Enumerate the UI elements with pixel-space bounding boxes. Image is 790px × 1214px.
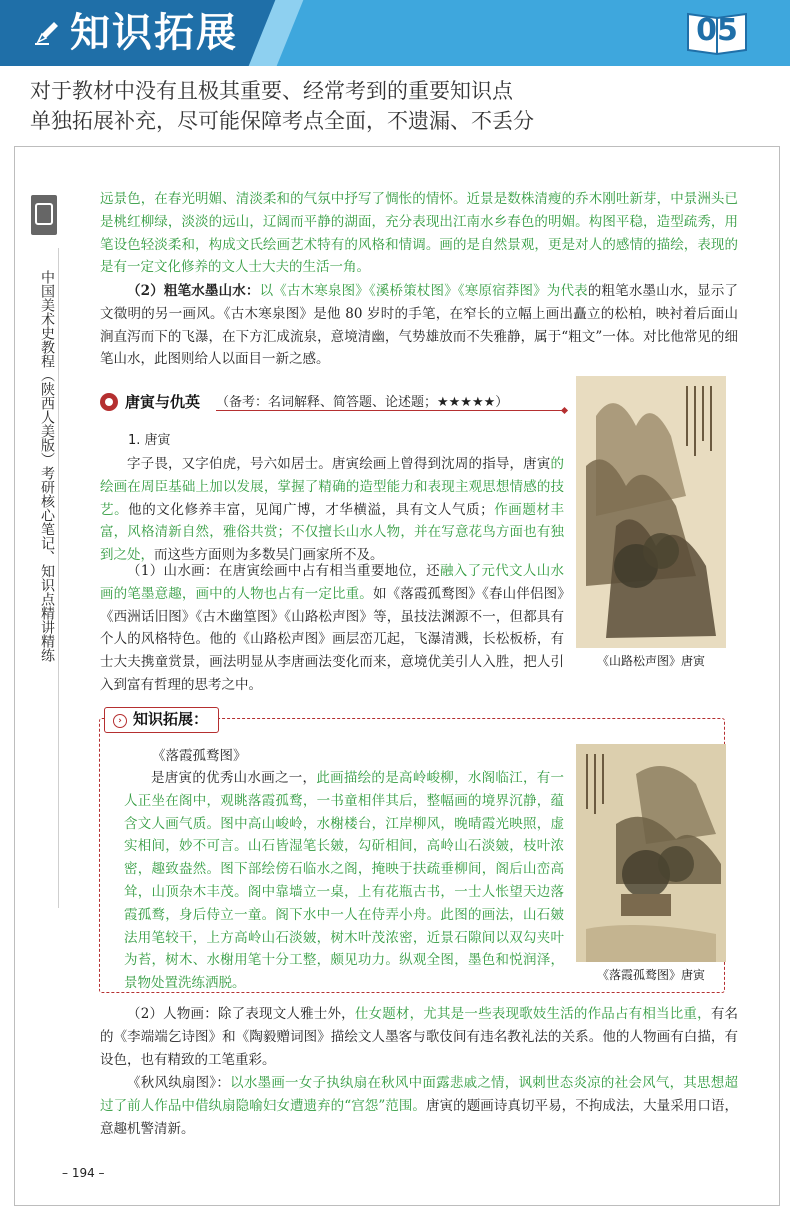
section-rule [216,410,564,411]
box-title: 《落霞孤鹜图》 [152,748,247,764]
box-paragraph [124,767,564,995]
paragraph-4 [100,560,564,697]
section-title: 唐寅与仇英 [125,393,201,411]
p3-highlight-1: 的绘画在周臣基础上加以发展，掌握了精确的造型能力和表现主观思想情感的技艺。 [100,456,564,518]
bullet-circle-icon [100,393,118,411]
p6-highlight: 以水墨画一女子执纨扇在秋风中面露悲戚之情，讽刺世态炎凉的社会风气，其思想超过了前人作品中借纨扇隐喻妇女遭遗弃的“宫怨”范围。 [100,1075,739,1114]
intro-line-1: 对于教材中没有且极其重要、经常考到的重要知识点 [30,79,513,103]
p2-rest: 的粗笔水墨山水，显示了文徵明的另一画风。《古木寒泉图》是他 80 岁时的手笔，在窄长的立幅上画出矗立的松柏，映衬着后面山涧直泻而下的飞瀑，在下方汇成流泉，意境清幽，气势雄放而不失雅静，属于“粗文”一体。对比他常见的细笔山水，此图则给人以面目一新之感。 [100,283,738,368]
sidebar-divider [58,248,59,908]
p3-e: 而这些方面则为多数吴门画家所不及。 [154,547,384,564]
section-number: 05 [696,13,738,48]
header-banner [0,0,790,66]
p5-rest: 有名的《李端端乞诗图》和《陶毅赠词图》描绘文人墨客与歌伎间有违名教礼法的关系。他的人物画有白描，有设色，也有精致的工笔重彩。 [100,1006,739,1068]
p5-lead: （2）人物画：除了表现文人雅士外， [127,1006,355,1022]
pencil-icon [32,16,64,48]
painting-shanlu-songsheng [576,376,726,648]
paragraph-5 [100,1003,738,1071]
section-note: （备考：名词解释、简答题、论述题；★★★★★） [216,395,509,410]
p6-rest: 唐寅的题画诗真切平易，不拘成法，大量采用口语，意趣机警清新。 [100,1097,738,1137]
book-number-icon [684,8,750,56]
intro-line-2: 单独拓展补充，尽可能保障考点全面，不遗漏、不丢分 [30,109,534,133]
book-title-vertical: 中国美术史教程（陕西人美版）考研核心笔记、知识点精讲精练 [39,270,55,662]
box-p-highlight: 此画描绘的是高岭峻柳，水阁临江，有一人正坐在阁中，观眺落霞孤鹜，一书童相伴其后，整幅画的境界沉静，蕴含文人画气质。图中高山峻岭，水榭楼台，江岸柳风，晚晴霞光映照，虚实相间，妙不可言。山石皆湿笔长皴，勾斫相间，高岭山石淡皴，枝叶浓密，趣致盎然。图下部绘傍石临水之阁，掩映于扶疏垂柳间，阁后山峦高耸，山顶杂木丰茂。阁中靠墙立一桌，上有花瓶古书，一士人怅望天边落霞孤鹜，身后侍立一童。阁下水中一人在侍弄小舟。此图的画法，山石皴法用笔较干，上方高岭山石淡皴，树木叶茂浓密，近景石隙间以双勾夹叶为苔，树木、水榭用笔十分工整，颇见功力。纵观全图，墨色和悦润泽，景物处置洗练洒脱。 [124,770,565,992]
p4-lead: （1）山水画：在唐寅绘画中占有相当重要地位，还 [127,563,440,579]
section-heading [100,388,566,416]
p3-a: 字子畏，又字伯虎，号六如居士。唐寅绘画上曾得到沈周的指导，唐寅 [127,456,551,472]
box-p-a: 是唐寅的优秀山水画之一， [151,770,317,786]
p3-c: 他的文化修养丰富，见闻广博，才华横溢，具有文人气质； [128,501,494,518]
chapter-tab-icon [31,195,57,235]
painting-luoxia-guwu [576,744,726,962]
p4-rest: 如《落霞孤鹜图》《春山伴侣图》《西洲话旧图》《古木幽篁图》《山路松声图》等，虽技法渊源不一，但都具有个人的风格特色。他的《山路松声图》画层峦兀起，飞瀑清溅，长松板桥，有士大夫携童赏景，画法明显从李唐画法变化而来，意境优美引人入胜，把人引入到富有哲理的思考之中。 [100,585,565,693]
paragraph-1: 远景色，在春光明媚、清淡柔和的气氛中抒写了惆怅的情怀。近景是数株清瘦的乔木刚吐新芽，中景洲头已是桃红柳绿，淡淡的远山，辽阔而平静的湖面，充分表现出江南水乡春色的明媚。构图平稳，造型疏秀，用笔设色轻淡柔和，构成文氏绘画艺术特有的风格和情调。画的是自然景观，更是对人的感情的描绘，表现的是有一定文化修养的文人士大夫的生活一角。 [100,191,738,276]
paragraph-2 [100,280,738,371]
p2-lead: （2）粗笔水墨山水： [127,283,260,299]
arrow-circle-icon: › [113,714,127,728]
subheading-tangyin: 1. 唐寅 [128,433,171,448]
knowledge-tag [104,707,219,733]
p4-highlight: 融入了元代文人山水画的笔墨意趣，画中的人物也占有一定比重。 [100,563,565,602]
banner-title: 知识拓展 [70,10,238,56]
paragraph-6 [100,1072,738,1140]
page-number: – 194 – [62,1166,105,1180]
p3-highlight-2: 作画题材丰富，风格清新自然，雅俗共赏；不仅擅长山水人物，并在写意花鸟方面也有独到之处， [100,501,564,564]
p6-lead: 《秋风纨扇图》： [127,1075,231,1091]
caption-1: 《山路松声图》唐寅 [596,654,705,668]
caption-2: 《落霞孤鹜图》唐寅 [596,968,705,982]
intro-text [30,76,770,136]
paragraph-3 [100,453,564,567]
p2-highlight: 以《古木寒泉图》《溪桥策杖图》《寒原宿莽图》为代表 [259,283,588,299]
knowledge-tag-label: 知识拓展： [133,710,209,728]
p5-highlight: 仕女题材，尤其是一些表现歌妓生活的作品占有相当比重， [354,1006,711,1022]
